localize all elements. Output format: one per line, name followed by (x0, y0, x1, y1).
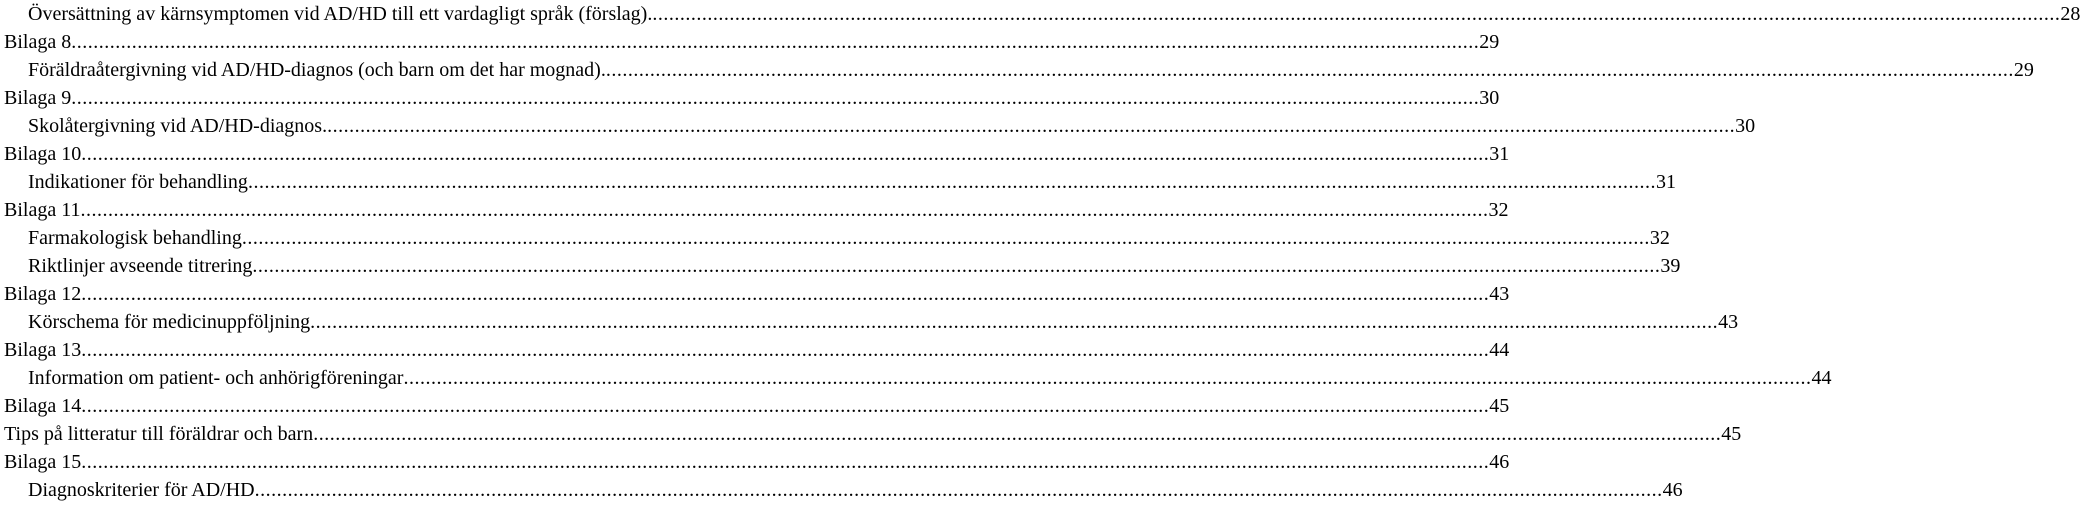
toc-entry[interactable] (0, 112, 1756, 141)
toc-entry-page: 29 (1479, 31, 1500, 53)
toc-entry-title: Skolåtergivning vid AD/HD-diagnos. (28, 115, 328, 137)
toc-entry[interactable] (0, 308, 1739, 337)
toc-entry[interactable] (0, 420, 1742, 449)
toc-leader-dots (652, 0, 2060, 29)
toc-leader-dots (81, 448, 1489, 477)
toc-entry[interactable] (0, 224, 1670, 253)
toc-entry-page: 32 (1649, 227, 1670, 249)
toc-entry-title: Översättning av kärnsymptomen vid AD/HD till ett vardagligt språk (förslag). (28, 3, 653, 25)
toc-leader-dots (81, 336, 1489, 365)
toc-entry[interactable] (0, 140, 1510, 169)
toc-entry-page: 31 (1489, 143, 1510, 165)
toc-leader-dots (71, 28, 1479, 57)
toc-entry-page: 30 (1479, 87, 1500, 109)
toc-entry-page: 30 (1735, 115, 1756, 137)
toc-entry[interactable] (0, 168, 1676, 197)
toc-leader-dots (327, 112, 1735, 141)
toc-entry-title: Farmakologisk behandling (28, 227, 242, 249)
toc-leader-dots (313, 420, 1721, 449)
toc-entry[interactable] (0, 56, 2034, 85)
toc-entry-page: 45 (1721, 423, 1742, 445)
toc-leader-dots (606, 56, 2014, 85)
toc-leader-dots (310, 308, 1718, 337)
toc-entry[interactable] (0, 280, 1510, 309)
toc-leader-dots (81, 140, 1489, 169)
toc-leader-dots (248, 168, 1656, 197)
toc-entry-page: 28 (2060, 3, 2080, 25)
toc-entry-page: 45 (1489, 395, 1510, 417)
toc-leader-dots (403, 364, 1811, 393)
toc-entry[interactable] (0, 252, 1681, 281)
toc-entry-page: 46 (1489, 451, 1510, 473)
toc-entry[interactable] (0, 84, 1500, 113)
toc-entry-page: 44 (1489, 339, 1510, 361)
toc-entry-title: Information om patient- och anhörigföreningar (28, 367, 404, 389)
toc-entry-title: Bilaga 10 (4, 143, 82, 165)
toc-leader-dots (252, 252, 1660, 281)
toc-entry-title: Indikationer för behandling (28, 171, 248, 193)
toc-entry-title: Bilaga 11 (4, 199, 81, 221)
toc-leader-dots (80, 196, 1488, 225)
toc-entry-page: 44 (1811, 367, 1832, 389)
toc-entry[interactable] (0, 0, 2080, 29)
toc-entry[interactable] (0, 392, 1510, 421)
toc-entry-title: Diagnoskriterier för AD/HD (28, 479, 255, 501)
toc-entry[interactable] (0, 476, 1683, 505)
toc-entry-page: 46 (1662, 479, 1683, 501)
toc-entry-title: Föräldraåtergivning vid AD/HD-diagnos (och barn om det har mognad). (28, 59, 606, 81)
toc-entry-title: Bilaga 13 (4, 339, 82, 361)
toc-leader-dots (71, 84, 1479, 113)
toc-entry-title: Bilaga 12 (4, 283, 82, 305)
toc-entry-title: Bilaga 14 (4, 395, 82, 417)
toc-entry-title: Riktlinjer avseende titrering (28, 255, 253, 277)
toc-entry[interactable] (0, 364, 1832, 393)
toc-entry-page: 43 (1489, 283, 1510, 305)
toc-leader-dots (255, 476, 1663, 505)
toc-entry-page: 32 (1488, 199, 1509, 221)
toc-entry[interactable] (0, 336, 1510, 365)
toc-entry-page: 43 (1718, 311, 1739, 333)
toc-leader-dots (242, 224, 1650, 253)
toc-entry[interactable] (0, 448, 1510, 477)
toc-entry-title: Bilaga 9 (4, 87, 72, 109)
toc-entry-page: 31 (1655, 171, 1676, 193)
toc-entry-title: Körschema för medicinuppföljning (28, 311, 311, 333)
toc-leader-dots (81, 280, 1489, 309)
toc-entry-title: Bilaga 8 (4, 31, 72, 53)
toc-leader-dots (81, 392, 1489, 421)
toc-entry-title: Tips på litteratur till föräldrar och barn (4, 423, 314, 445)
toc-entry-page: 39 (1660, 255, 1681, 277)
toc-entry-title: Bilaga 15 (4, 451, 82, 473)
toc-entry[interactable] (0, 28, 1500, 57)
toc-entry-page: 29 (2013, 59, 2034, 81)
toc-entry[interactable] (0, 196, 1509, 225)
